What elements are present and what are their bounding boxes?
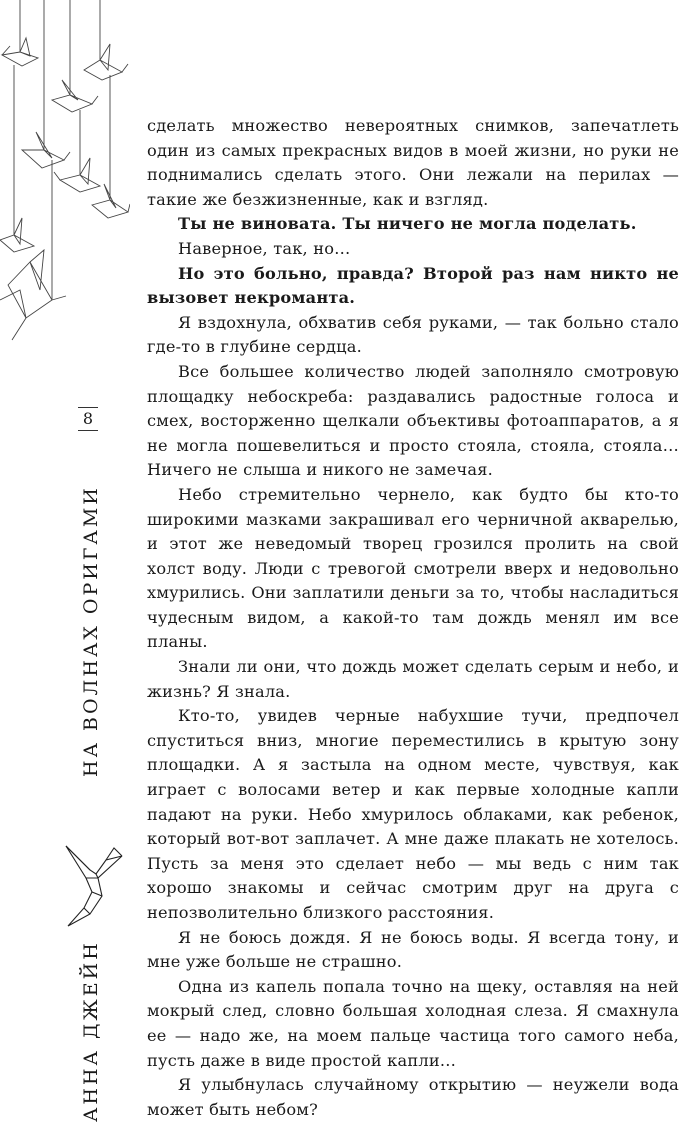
body-text (147, 114, 679, 1122)
paragraph: Я улыбнулась случайному открытию — неужели вода может быть небом? (147, 1075, 679, 1119)
running-author: АННА ДЖЕЙН (80, 940, 102, 1122)
paragraph: Ты не виновата. Ты ничего не могла поделать. (178, 214, 637, 234)
crane-icon (52, 80, 98, 112)
page-number: 8 (78, 407, 98, 431)
paragraph: Знали ли они, что дождь может сделать серым и небо, и жизнь? Я знала. (147, 657, 679, 701)
running-title: НА ВОЛНАХ ОРИГАМИ (80, 485, 102, 777)
paragraph: Кто-то, увидев черные набухшие тучи, предпочел спуститься вниз, многие переместились в крытую зону площадки. А я застыла на одном месте, чувствуя, как играет с волосами ветер и как первые холодные капли падают на руки. Небо хмурилось облаками, как ребенок, который вот-вот заплачет. А мне даже плакать не хотелось. Пусть за меня это сделает небо — мы ведь с ним так хорошо знакомы и сейчас смотрим друг на друга с непозволительно близкого расстояния. (147, 706, 679, 922)
paragraph: Небо стремительно чернело, как будто бы кто-то широкими мазками закрашивал его черничной акварелью, и этот же неведомый творец грозился пролить на свой холст воду. Люди с тревогой смотрели вверх и недовольно хмурились. Они заплатили деньги за то, чтобы насладиться чудесным видом, а какой-то там дождь менял им все планы. (147, 484, 679, 652)
crane-icon (84, 44, 128, 80)
crane-icon (0, 218, 34, 252)
origami-cranes-mobile-illustration (0, 0, 130, 345)
paragraph: сделать множество невероятных снимков, запечатлеть один из самых прекрасных видов в моей жизни, но руки не поднимались сделать этого. Они лежали на перилах — такие же безжизненные, как и взгляд. (147, 116, 679, 209)
crane-icon (54, 158, 100, 192)
origami-crane-icon (62, 838, 124, 930)
crane-icon (0, 250, 66, 340)
crane-icon (92, 184, 130, 218)
paragraph: Я вздохнула, обхватив себя руками, — так больно стало где-то в глубине сердца. (147, 312, 679, 357)
paragraph: Наверное, так, но… (178, 238, 351, 258)
paragraph: Все большее количество людей заполняло смотровую площадку небоскреба: раздавались радостные голоса и смех, восторженно щелкали объективы фотоаппаратов, а я не могла пошевелиться и просто стояла, стояла, стояла… Ничего не слыша и никого не замечая. (147, 361, 679, 480)
paragraph: Но это больно, правда? Второй раз нам никто не вызовет некроманта. (147, 263, 679, 308)
paragraph: Я не боюсь дождя. Я не боюсь воды. Я всегда тону, и мне уже больше не страшно. (147, 927, 679, 972)
paragraph: Одна из капель попала точно на щеку, оставляя на ней мокрый след, словно большая холодная слеза. Я смахнула ее — надо же, на моем пальце частица того самого неба, пусть даже в виде простой капли… (147, 976, 679, 1070)
crane-icon (22, 132, 70, 168)
